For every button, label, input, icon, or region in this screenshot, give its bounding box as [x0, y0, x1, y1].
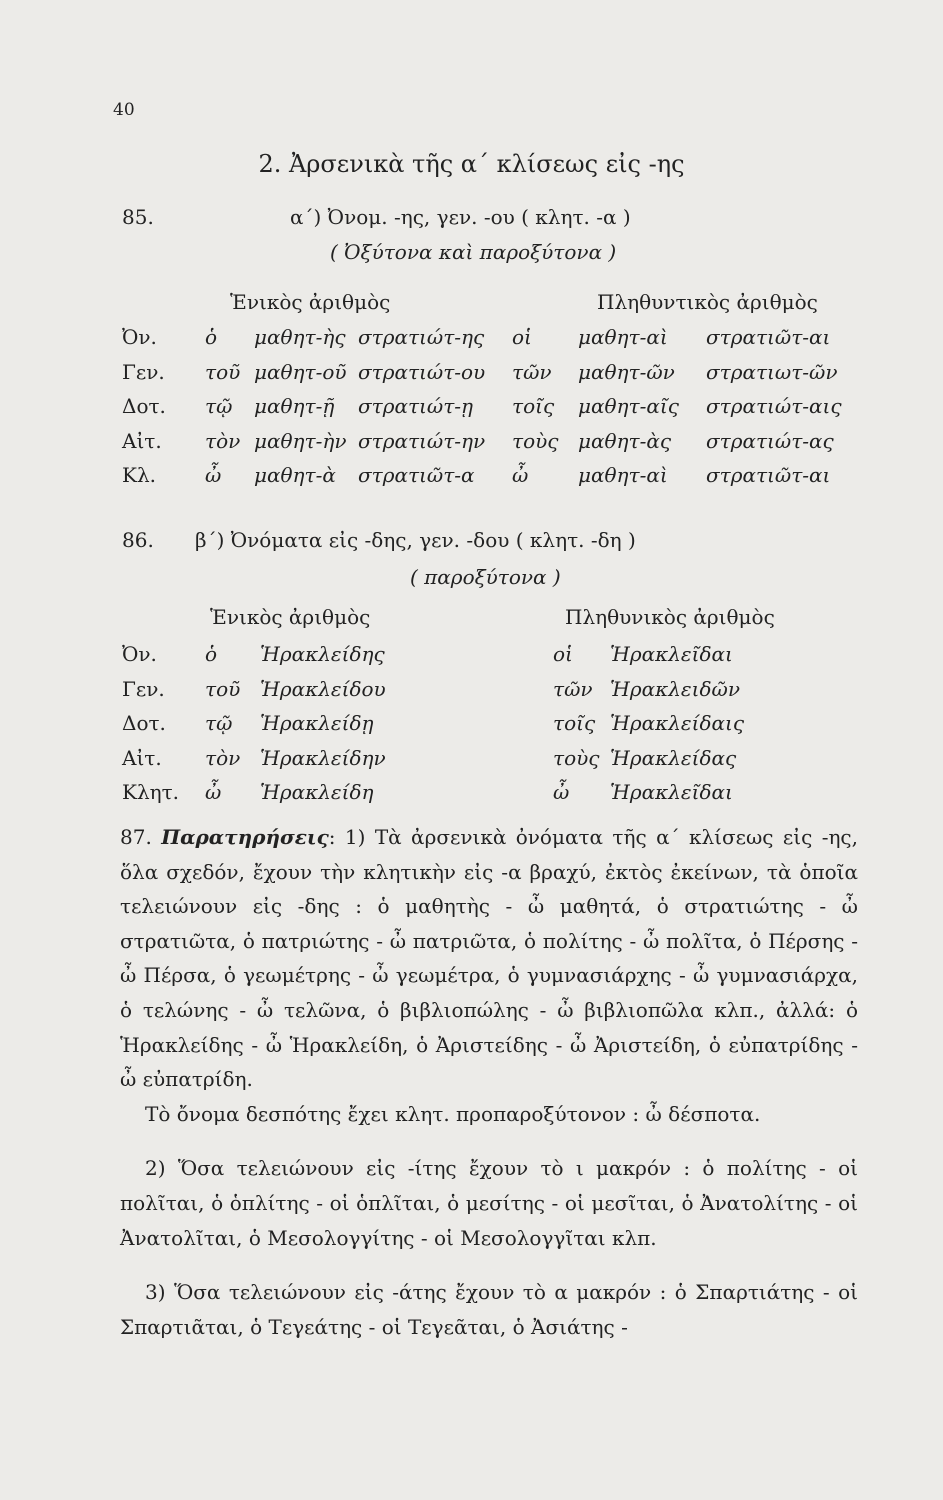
- sec86-case-cell: Γεν.: [122, 676, 165, 701]
- sec86-w-sg-cell: Ἡρακλείδῃ: [260, 711, 374, 735]
- sec86-art-sg-cell: τῷ: [205, 711, 233, 735]
- sec85-w1-sg-cell: μαθητ-οῦ: [254, 359, 347, 384]
- sec85-w2-pl-cell: στρατιῶτ-αι: [706, 463, 831, 487]
- sec85-w1-sg-cell: μαθητ-ῇ: [254, 394, 335, 418]
- sec85-case-cell: Αἰτ.: [122, 428, 162, 453]
- sec86-art-sg-cell: ὁ: [205, 642, 218, 666]
- sec85-art-sg-cell: τοῦ: [205, 359, 241, 384]
- sec86-w-sg-cell: Ἡρακλείδην: [260, 745, 386, 770]
- sec85-w1-pl-cell: μαθητ-αὶ: [578, 463, 668, 487]
- sec85-case-cell: Ὀν.: [122, 325, 157, 349]
- sec86-art-pl-cell: ὦ: [553, 780, 570, 804]
- sec85-w1-sg-cell: μαθητ-ὰ: [254, 463, 336, 487]
- sec85-w2-sg-cell: στρατιώτ-ου: [358, 359, 486, 384]
- sec86-art-sg-cell: τοῦ: [205, 676, 241, 701]
- sec85-case-cell: Κλ.: [122, 463, 156, 487]
- sec87-text-1: : 1) Τὰ ἀρσενικὰ ὀνόματα τῆς α΄ κλίσεως εἰς -ης, ὅλα σχεδόν, ἔχουν τὴν κλητικὴν εἰς -α βραχύ, ἐκτὸς ἐκείνων, τὰ ὁποῖα τελειώνουν εἰς -δης : ὁ μαθητὴς - ὦ μαθητά, ὁ στρατιώτης - ὦ στρατιῶτα, ὁ πατριώτης - ὦ πατριῶτα, ὁ πολίτης - ὦ πολῖτα, ὁ Πέρσης - ὦ Πέρσα, ὁ γεωμέτρης - ὦ γεωμέτρα, ὁ γυμνασιάρχης - ὦ γυμνασιάρχα, ὁ τελώνης - ὦ τελῶνα, ὁ βιβλιοπώλης - ὦ βιβλιοπῶλα κλπ., ἀλλά: ὁ Ἡρακλείδης - ὦ Ἡρακλείδη, ὁ Ἀριστείδης - ὦ Ἀριστείδη, ὁ εὐπατρίδης - ὦ εὐπατρίδη.: [120, 825, 858, 1092]
- sec86-art-sg-cell: ὦ: [205, 780, 222, 804]
- sec86-art-sg-cell: τὸν: [205, 745, 241, 770]
- sec85-w2-sg-cell: στρατιώτ-ῃ: [358, 394, 473, 418]
- sec85-w1-pl-cell: μαθητ-ῶν: [578, 359, 675, 384]
- sec86-art-pl-cell: τοὺς: [553, 745, 600, 770]
- sec85-art-sg-cell: ὦ: [205, 463, 222, 487]
- sec85-art-pl-cell: ὦ: [512, 463, 529, 487]
- page-number: 40: [113, 100, 135, 120]
- sec85-w2-pl-cell: στρατιώτ-αις: [706, 394, 842, 418]
- sec86-singular-header: Ἑνικὸς ἀριθμὸς: [210, 605, 371, 629]
- sec87-observations: [120, 820, 858, 1344]
- sec85-art-pl-cell: οἱ: [512, 325, 532, 349]
- sec85-art-pl-cell: τοὺς: [512, 428, 559, 453]
- sec86-w-pl-cell: Ἡρακλειδῶν: [610, 676, 740, 701]
- sec86-subheading: ( παροξύτονα ): [410, 565, 561, 589]
- sec86-w-sg-cell: Ἡρακλείδης: [260, 642, 385, 666]
- sec86-w-pl-cell: Ἡρακλείδαις: [610, 711, 745, 735]
- sec85-w1-pl-cell: μαθητ-αῖς: [578, 394, 679, 418]
- sec85-w2-sg-cell: στρατιῶτ-α: [358, 463, 475, 487]
- sec85-case-cell: Δοτ.: [122, 394, 166, 418]
- sec85-art-sg-cell: τὸν: [205, 428, 241, 453]
- sec85-w1-pl-cell: μαθητ-ὰς: [578, 428, 672, 453]
- sec86-case-cell: Δοτ.: [122, 711, 166, 735]
- sec86-w-sg-cell: Ἡρακλείδη: [260, 780, 374, 804]
- sec85-case-cell: Γεν.: [122, 359, 165, 384]
- sec85-heading: α΄) Ὀνομ. -ης, γεν. -ου ( κλητ. -α ): [290, 205, 631, 229]
- sec86-plural-header: Πληθυνικὸς ἀριθμὸς: [565, 605, 775, 629]
- sec87-paragraph-1: [120, 820, 858, 1097]
- sec85-plural-header: Πληθυντικὸς ἀριθμὸς: [597, 290, 818, 314]
- sec86-w-pl-cell: Ἡρακλείδας: [610, 745, 737, 770]
- sec87-number: 87.: [120, 825, 152, 849]
- sec86-heading: β΄) Ὀνόματα εἰς -δης, γεν. -δου ( κλητ. -δη ): [195, 528, 636, 552]
- sec86-w-pl-cell: Ἡρακλεῖδαι: [610, 780, 733, 804]
- section-title: 2. Ἀρσενικὰ τῆς α΄ κλίσεως εἰς -ης: [258, 150, 685, 178]
- sec86-art-pl-cell: οἱ: [553, 642, 573, 666]
- sec86-case-cell: Αἰτ.: [122, 745, 162, 770]
- sec85-w1-pl-cell: μαθητ-αὶ: [578, 325, 668, 349]
- sec87-label: Παρατηρήσεις: [161, 825, 329, 849]
- sec85-art-pl-cell: τοῖς: [512, 394, 555, 418]
- sec86-number: 86.: [122, 528, 154, 552]
- sec85-w1-sg-cell: μαθητ-ὴν: [254, 428, 347, 453]
- sec85-art-sg-cell: τῷ: [205, 394, 233, 418]
- sec85-singular-header: Ἑνικὸς ἀριθμὸς: [230, 290, 391, 314]
- sec86-w-sg-cell: Ἡρακλείδου: [260, 676, 386, 701]
- sec85-w2-pl-cell: στρατιῶτ-αι: [706, 325, 831, 349]
- sec86-case-cell: Κλητ.: [122, 780, 180, 804]
- sec85-number: 85.: [122, 205, 154, 229]
- sec87-paragraph-2: 2) Ὅσα τελειώνουν εἰς -ίτης ἔχουν τὸ ι μακρόν : ὁ πολίτης - οἱ πολῖται, ὁ ὁπλίτης - οἱ ὁπλῖται, ὁ μεσίτης - οἱ μεσῖται, ὁ Ἀνατολίτης - οἱ Ἀνατολῖται, ὁ Μεσολογγίτης - οἱ Μεσολογγῖται κλπ.: [120, 1156, 858, 1250]
- sec86-w-pl-cell: Ἡρακλεῖδαι: [610, 642, 733, 666]
- sec85-w2-pl-cell: στρατιώτ-ας: [706, 428, 834, 453]
- sec85-subheading: ( Ὀξύτονα καὶ παροξύτονα ): [330, 240, 617, 264]
- sec87-paragraph-1b: Τὸ ὄνομα δεσπότης ἔχει κλητ. προπαροξύτονον : ὦ δέσποτα.: [145, 1101, 761, 1126]
- sec85-w2-pl-cell: στρατιωτ-ῶν: [706, 359, 838, 384]
- sec85-art-sg-cell: ὁ: [205, 325, 218, 349]
- sec87-paragraph-3: 3) Ὅσα τελειώνουν εἰς -άτης ἔχουν τὸ α μακρόν : ὁ Σπαρτιάτης - οἱ Σπαρτιᾶται, ὁ Τεγεάτης - οἱ Τεγεᾶται, ὁ Ἀσιάτης -: [120, 1280, 858, 1339]
- sec86-case-cell: Ὀν.: [122, 642, 157, 666]
- sec85-art-pl-cell: τῶν: [512, 359, 552, 384]
- sec86-art-pl-cell: τῶν: [553, 676, 593, 701]
- sec85-w2-sg-cell: στρατιώτ-ης: [358, 325, 485, 349]
- sec85-w2-sg-cell: στρατιώτ-ην: [358, 428, 486, 453]
- sec86-art-pl-cell: τοῖς: [553, 711, 596, 735]
- sec85-w1-sg-cell: μαθητ-ὴς: [254, 325, 346, 349]
